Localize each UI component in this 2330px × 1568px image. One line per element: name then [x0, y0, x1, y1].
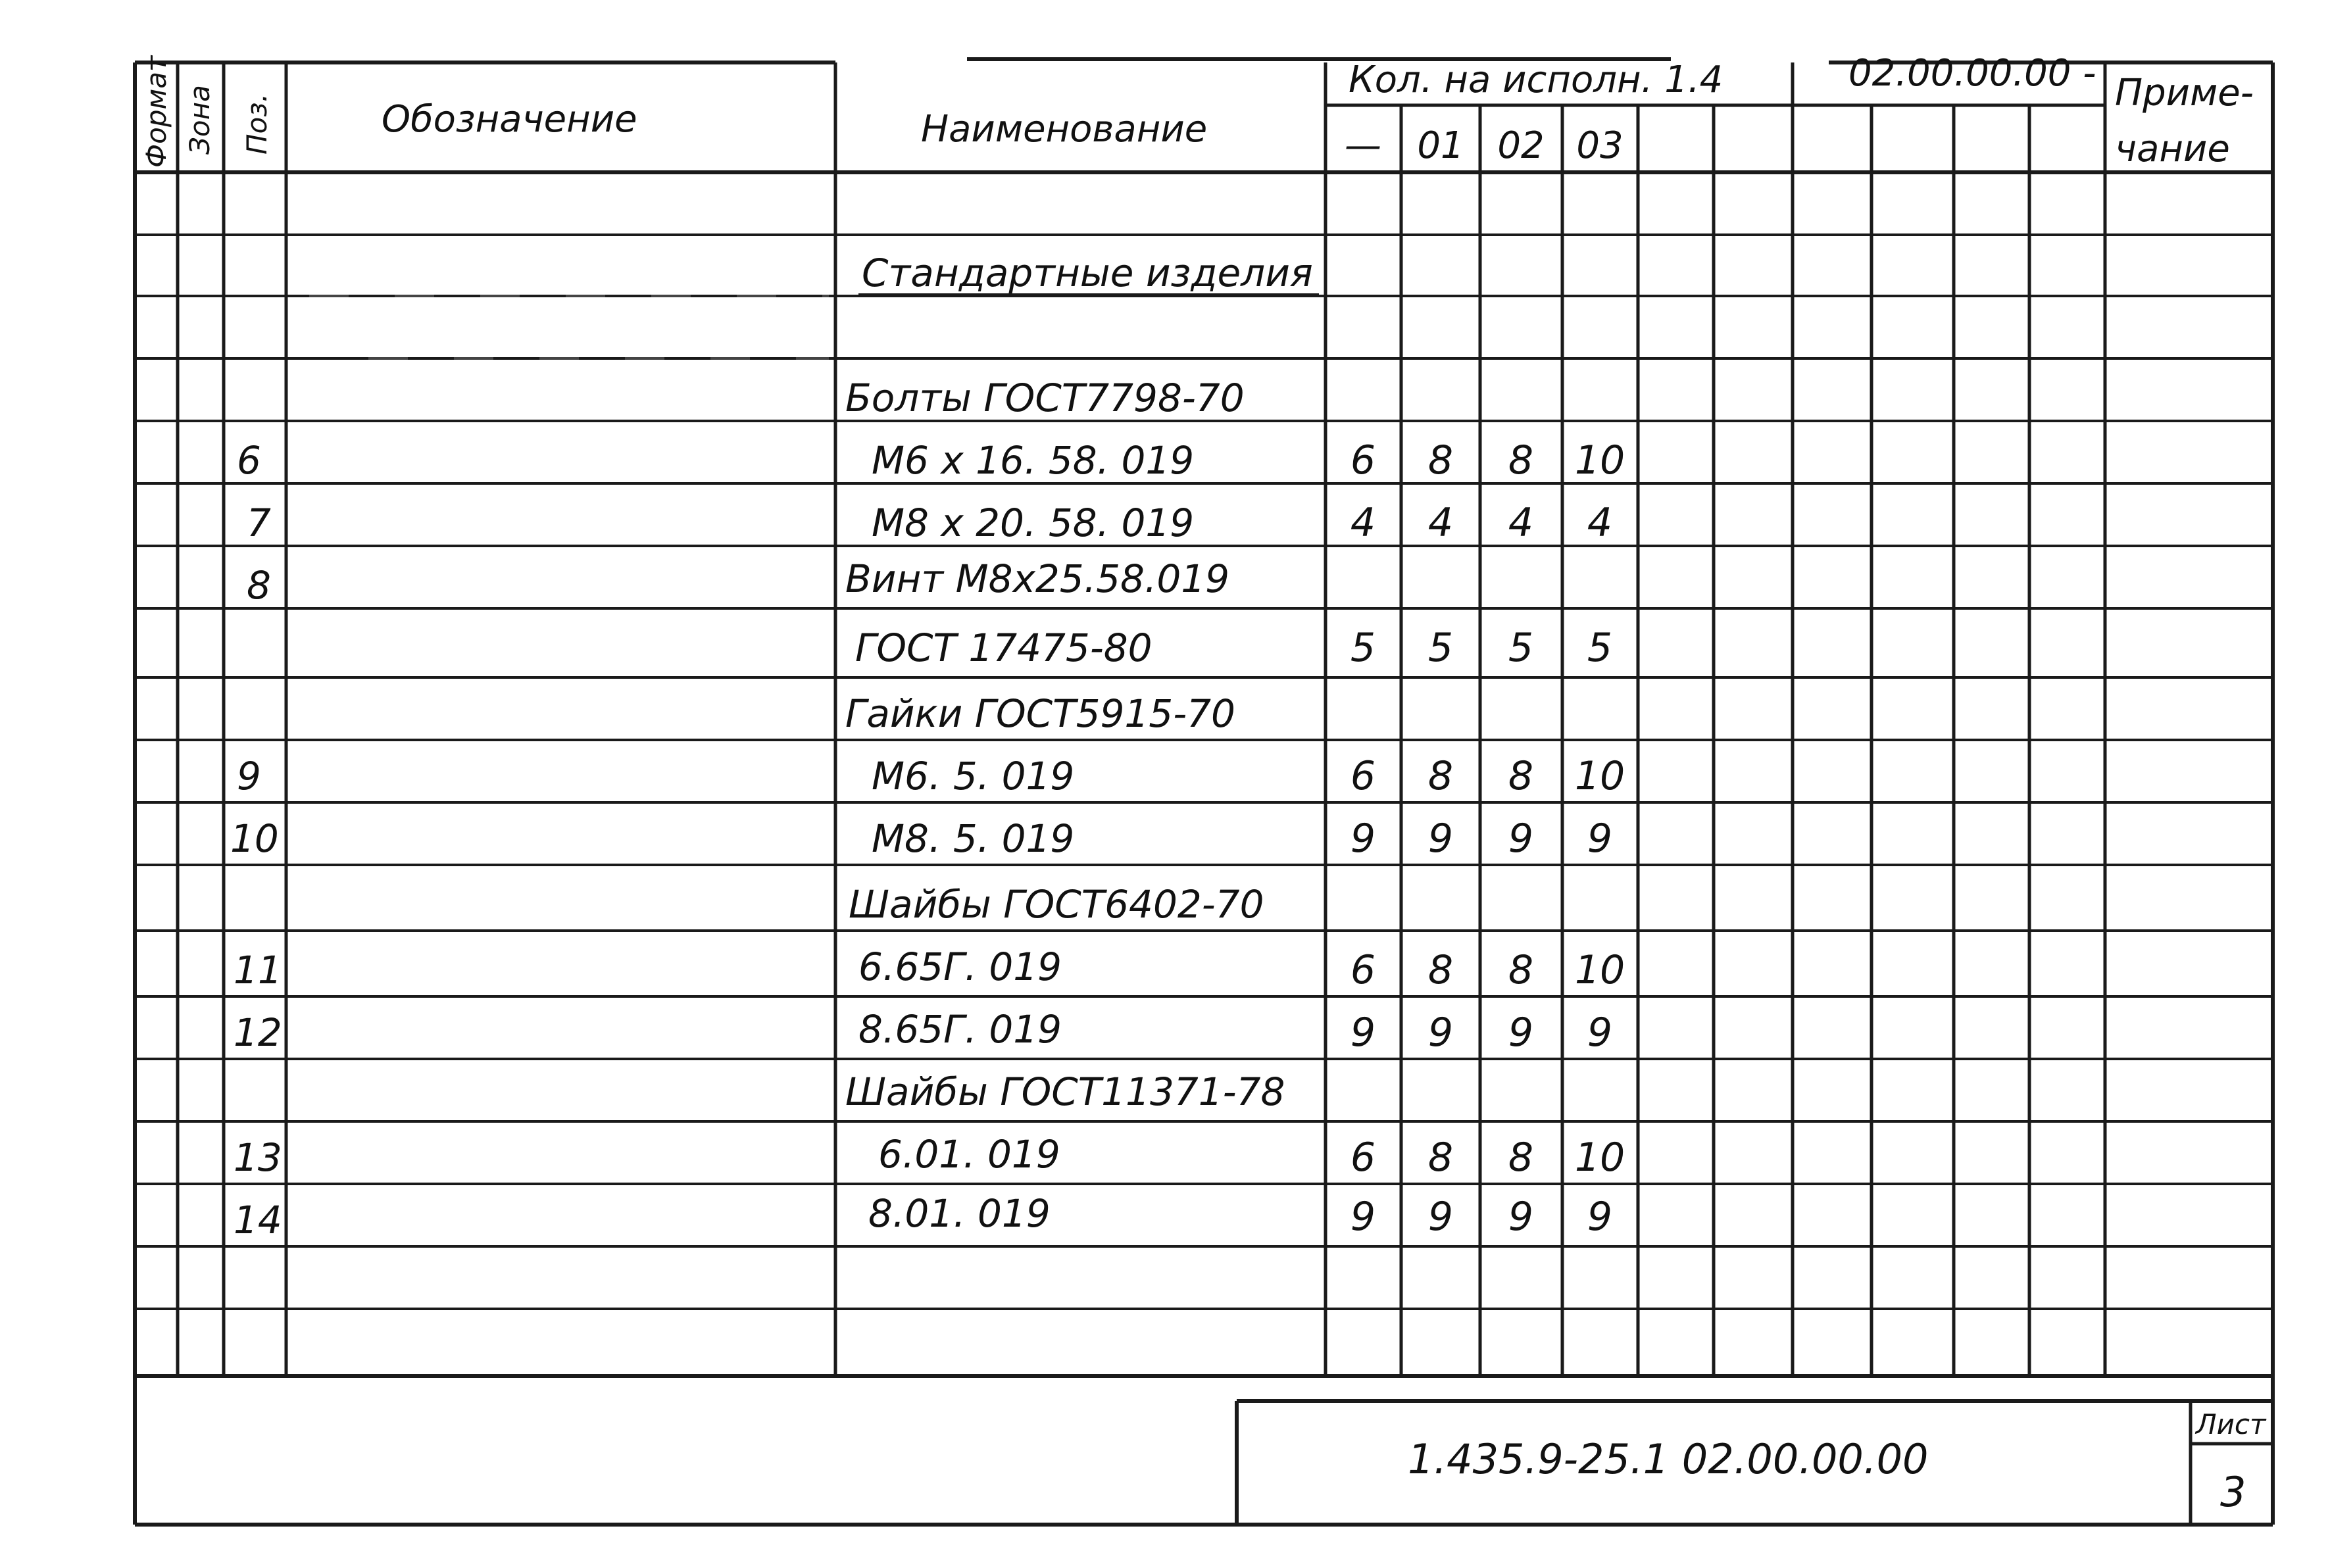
designation-dashes: [309, 296, 829, 358]
header-variant-03: 03: [1576, 124, 1624, 167]
row-qty: 9: [1587, 1010, 1613, 1056]
row-qty: 5: [1350, 625, 1376, 671]
table-body: [230, 251, 1625, 1242]
row-name: М8. 5. 019: [872, 816, 1075, 861]
row-name: Шайбы ГОСТ11371-78: [845, 1069, 1285, 1114]
row-qty: 8: [1427, 1135, 1454, 1181]
row-qty: 6: [1350, 753, 1376, 799]
table-row: [234, 944, 1625, 993]
row-qty: 9: [1350, 1194, 1376, 1240]
table-row: [237, 753, 1625, 799]
row-qty: 6: [1350, 437, 1376, 483]
row-qty: 4: [1427, 500, 1454, 546]
table-row: [237, 437, 1625, 483]
row-qty: 9: [1350, 1010, 1376, 1056]
row-name: М6 х 16. 58. 019: [872, 438, 1195, 483]
row-qty: 8: [1427, 437, 1454, 483]
row-qty: 9: [1587, 816, 1613, 862]
row-name: 6.01. 019: [878, 1132, 1060, 1177]
header-format: Формат: [140, 55, 172, 168]
row-qty: 8: [1508, 437, 1534, 483]
row-qty: 4: [1350, 500, 1376, 546]
header-name: Наименование: [921, 108, 1208, 151]
row-pos: 9: [237, 754, 261, 798]
row-qty: 10: [1574, 947, 1625, 993]
table-row: [230, 816, 1612, 862]
table-header: [140, 52, 2254, 170]
header-note-2: чание: [2115, 128, 2230, 170]
row-qty: 8: [1508, 753, 1534, 799]
row-qty: 5: [1508, 625, 1534, 671]
table-row: [855, 625, 1612, 671]
row-name: ГОСТ 17475-80: [855, 625, 1153, 670]
row-qty: 5: [1587, 625, 1613, 671]
table-row: [234, 1007, 1612, 1056]
table-row: [234, 1191, 1612, 1242]
row-name: М8 х 20. 58. 019: [872, 501, 1195, 545]
row-pos: 14: [234, 1198, 282, 1242]
row-qty: 9: [1427, 1010, 1454, 1056]
row-qty: 6: [1350, 947, 1376, 993]
header-pos: Поз.: [241, 93, 273, 155]
row-name: 8.65Г. 019: [858, 1007, 1062, 1052]
table-row: [845, 691, 1235, 736]
doc-number: 1.435.9-25.1 02.00.00.00: [1408, 1435, 1929, 1483]
row-qty: 9: [1508, 1194, 1534, 1240]
row-name: М6. 5. 019: [872, 754, 1075, 798]
table-row: [858, 251, 1319, 295]
table-row: [845, 376, 1245, 420]
title-block-text: [1408, 1408, 2267, 1516]
header-variant-01: 01: [1417, 124, 1464, 167]
header-variant-02: 02: [1497, 124, 1545, 167]
sheet-number: 3: [2220, 1468, 2246, 1516]
header-doc-code: 02.00.00.00 -: [1848, 52, 2096, 95]
row-pos: 12: [234, 1010, 282, 1055]
row-qty: 5: [1427, 625, 1454, 671]
row-qty: 8: [1427, 753, 1454, 799]
row-qty: 9: [1508, 1010, 1534, 1056]
row-pos: 10: [230, 816, 279, 861]
sheet-label: Лист: [2196, 1408, 2266, 1440]
table-row: [247, 500, 1612, 546]
header-variant-base: —: [1345, 124, 1381, 167]
row-qty: 10: [1574, 1135, 1625, 1181]
row-qty: 9: [1587, 1194, 1613, 1240]
table-row: [845, 1069, 1285, 1114]
row-qty: 9: [1427, 816, 1454, 862]
row-pos: 8: [247, 563, 271, 608]
row-qty: 8: [1508, 947, 1534, 993]
row-name: Винт М8х25.58.019: [845, 556, 1230, 601]
row-name: Гайки ГОСТ5915-70: [845, 691, 1235, 736]
row-name: Болты ГОСТ7798-70: [845, 376, 1245, 420]
header-zone: Зона: [184, 85, 216, 155]
row-qty: 8: [1427, 947, 1454, 993]
row-qty: 6: [1350, 1135, 1376, 1181]
row-qty: 8: [1508, 1135, 1534, 1181]
table-row: [247, 556, 1229, 608]
row-qty: 4: [1508, 500, 1534, 546]
row-name: 8.01. 019: [868, 1191, 1051, 1236]
row-pos: 13: [234, 1135, 282, 1180]
row-pos: 11: [234, 948, 282, 992]
row-qty: 9: [1508, 816, 1534, 862]
row-qty: 10: [1574, 753, 1625, 799]
row-pos: 6: [237, 438, 261, 483]
table-row: [849, 882, 1264, 927]
row-pos: 7: [247, 501, 271, 545]
row-qty: 9: [1350, 816, 1376, 862]
row-qty: 10: [1574, 437, 1625, 483]
table-row: [234, 1132, 1625, 1181]
row-qty: 4: [1587, 500, 1613, 546]
row-qty: 9: [1427, 1194, 1454, 1240]
row-name: 6.65Г. 019: [858, 944, 1062, 989]
header-note-1: Приме-: [2115, 72, 2254, 114]
row-name: Шайбы ГОСТ6402-70: [849, 882, 1264, 927]
header-qty-group: Кол. на исполн. 1.4: [1349, 59, 1723, 101]
header-designation: Обозначение: [382, 98, 637, 141]
row-name: Стандартные изделия: [862, 251, 1313, 295]
